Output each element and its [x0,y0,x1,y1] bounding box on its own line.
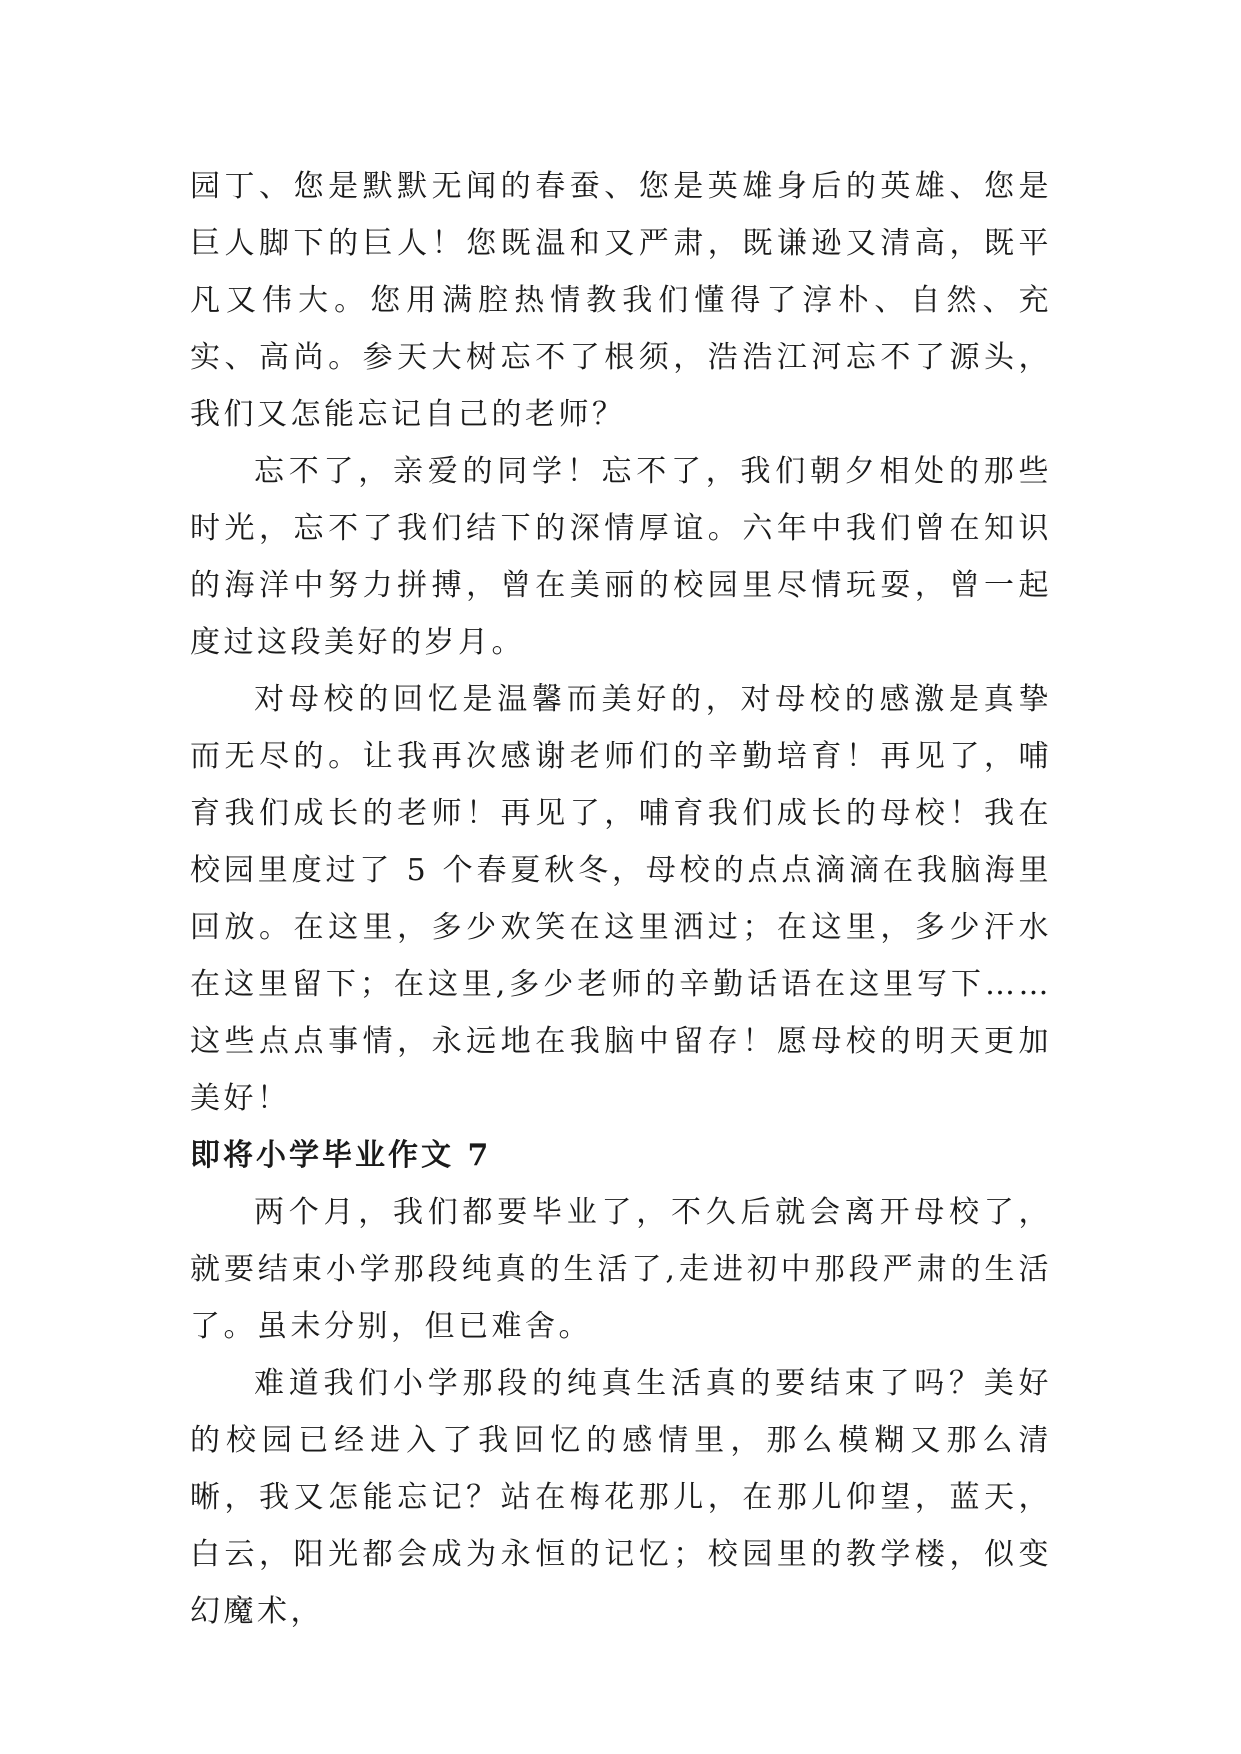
paragraph-two-months: 两个月，我们都要毕业了，不久后就会离开母校了，就要结束小学那段纯真的生活了,走进初中那段严肃的生活了。虽未分别，但已难舍。 [190,1195,1052,1344]
paragraph-classmates: 忘不了，亲爱的同学！忘不了，我们朝夕相处的那些时光，忘不了我们结下的深情厚谊。六年中我们曾在知识的海洋中努力拼搏，曾在美丽的校园里尽情玩耍，曾一起度过这段美好的岁月。 [190,454,1052,660]
paragraph-praise-teachers: 园丁、您是默默无闻的春蚕、您是英雄身后的英雄、您是巨人脚下的巨人！您既温和又严肃，既谦逊又清高，既平凡又伟大。您用满腔热情教我们懂得了淳朴、自然、充实、高尚。参天大树忘不了根须，浩浩江河忘不了源头，我们又怎能忘记自己的老师？ [190,169,1052,432]
document-body [190,158,1052,1640]
paragraph-campus-memories: 难道我们小学那段的纯真生活真的要结束了吗？美好的校园已经进入了我回忆的感情里，那么模糊又那么清晰，我又怎能忘记？站在梅花那儿，在那儿仰望，蓝天，白云，阳光都会成为永恒的记忆；校园里的教学楼，似变幻魔术， [190,1366,1052,1629]
essay-heading: 即将小学毕业作文 7 [190,1138,492,1173]
paragraph-alma-mater: 对母校的回忆是温馨而美好的，对母校的感激是真挚而无尽的。让我再次感谢老师们的辛勤培育！再见了，哺育我们成长的老师！再见了，哺育我们成长的母校！我在校园里度过了 5 个春夏秋冬，母校的点点滴滴在我脑海里回放。在这里，多少欢笑在这里洒过；在这里，多少汗水在这里留下；在这里,多少老师的辛勤话语在这里写下……这些点点事情，永远地在我脑中留存！愿母校的明天更加美好！ [190,682,1052,1116]
